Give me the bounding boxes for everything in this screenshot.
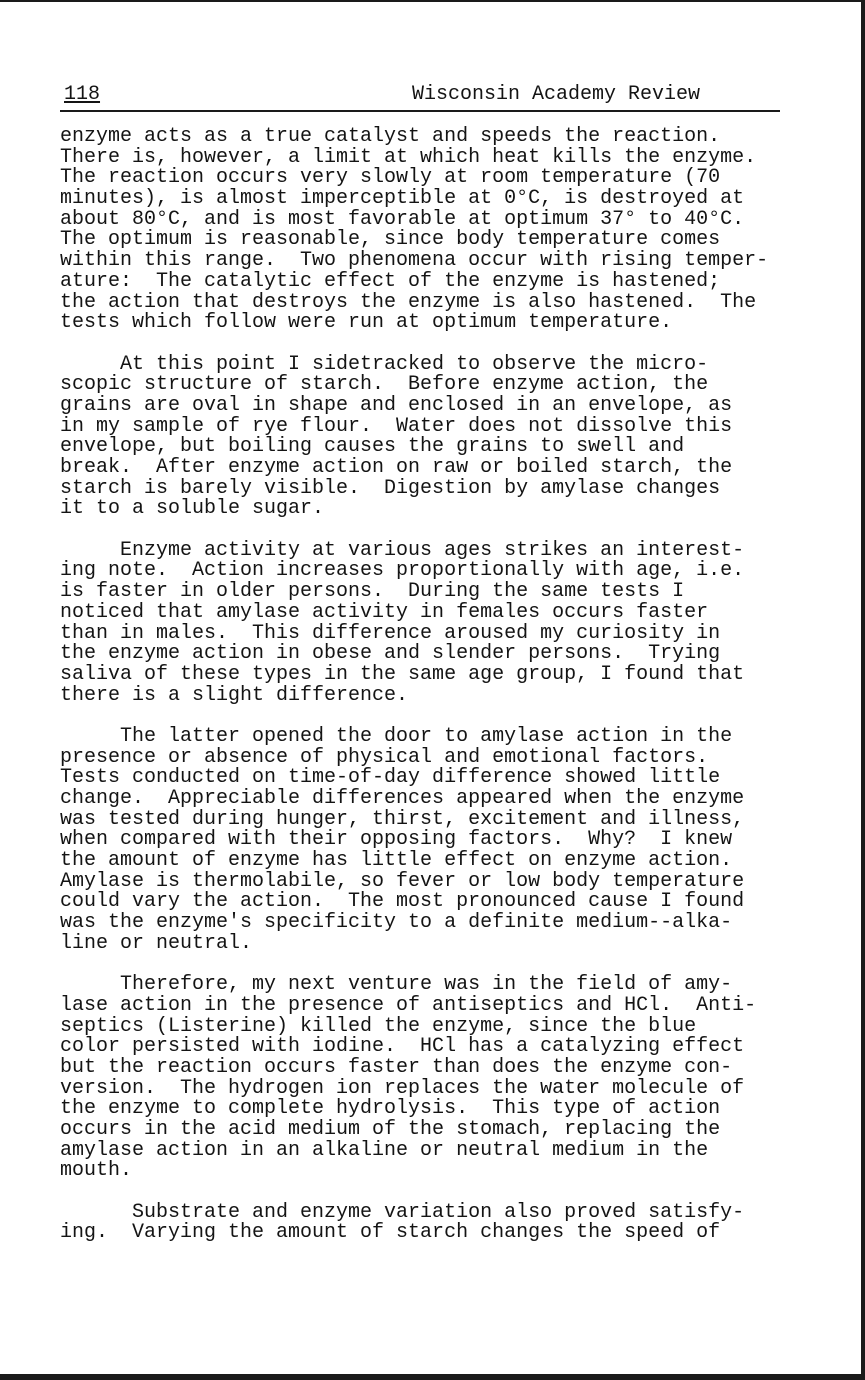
paragraph xyxy=(60,724,850,955)
text-line: enzyme acts as a true catalyst and speeds the reaction. xyxy=(60,125,721,148)
running-header xyxy=(60,84,780,112)
text-line: line or neutral. xyxy=(60,931,253,955)
paragraph-gap xyxy=(60,334,850,355)
text-line: but the reaction occurs faster than does the enzyme con- xyxy=(60,1055,733,1079)
text-line: break. After enzyme action on raw or boiled starch, the xyxy=(60,456,733,479)
text-line: color persisted with iodine. HCl has a catalyzing effect xyxy=(60,1035,745,1059)
text-line: mouth. xyxy=(60,1159,133,1183)
text-line: there is a slight difference. xyxy=(60,683,409,707)
text-line: ing. Varying the amount of starch changes the speed of xyxy=(60,1221,721,1245)
text-line: about 80°C, and is most favorable at optimum 37° to 40°C. xyxy=(60,207,745,231)
paragraph-gap xyxy=(60,706,850,727)
body-text xyxy=(60,127,850,1244)
text-line: noticed that amylase activity in females occurs faster xyxy=(60,600,709,624)
text-line: The optimum is reasonable, since body temperature comes xyxy=(60,228,721,252)
paragraph xyxy=(60,1200,850,1245)
text-line: change. Appreciable differences appeared when the enzyme xyxy=(60,787,745,810)
page-number: 118 xyxy=(64,83,101,106)
text-line: ature: The catalytic effect of the enzyme is hastened; xyxy=(60,269,721,293)
paragraph-gap xyxy=(60,955,850,976)
text-line: could vary the action. The most pronounced cause I found xyxy=(60,890,745,914)
text-line: Therefore, my next venture was in the field of amy- xyxy=(60,973,733,997)
text-line: than in males. This difference aroused my curiosity in xyxy=(60,621,721,645)
text-line: presence or absence of physical and emotional factors. xyxy=(60,745,709,769)
text-line: was the enzyme's specificity to a definite medium--alka- xyxy=(60,911,733,935)
text-line: when compared with their opposing factors. Why? I knew xyxy=(60,828,733,852)
text-line: Tests conducted on time-of-day difference showed little xyxy=(60,766,721,790)
text-line: starch is barely visible. Digestion by amylase changes xyxy=(60,476,721,500)
journal-title: Wisconsin Academy Review xyxy=(412,83,701,106)
paragraph xyxy=(60,127,850,334)
text-line: scopic structure of starch. Before enzyme action, the xyxy=(60,373,709,397)
paragraph-gap xyxy=(60,520,850,541)
text-line: is faster in older persons. During the same tests I xyxy=(60,580,685,604)
text-line: At this point I sidetracked to observe the micro- xyxy=(60,352,709,376)
text-line: the amount of enzyme has little effect on enzyme action. xyxy=(60,849,733,873)
text-line: the enzyme action in obese and slender persons. Trying xyxy=(60,642,721,666)
text-line: lase action in the presence of antiseptics and HCl. Anti- xyxy=(60,993,757,1017)
page-border-top xyxy=(0,0,865,2)
paragraph xyxy=(60,352,850,521)
text-line: was tested during hunger, thirst, excitement and illness, xyxy=(60,807,745,831)
page-border-bottom xyxy=(0,1374,865,1380)
text-line: Enzyme activity at various ages strikes an interest- xyxy=(60,538,745,562)
text-line: There is, however, a limit at which heat kills the enzyme. xyxy=(60,145,757,169)
text-line: within this range. Two phenomena occur with rising temper- xyxy=(60,249,769,273)
text-line: the action that destroys the enzyme is also hastened. The xyxy=(60,290,757,314)
page-border-right xyxy=(861,0,865,1380)
text-line: The reaction occurs very slowly at room temperature (70 xyxy=(60,166,721,190)
text-line: tests which follow were run at optimum temperature. xyxy=(60,311,673,335)
text-line: occurs in the acid medium of the stomach, replacing the xyxy=(60,1118,721,1141)
text-line: it to a soluble sugar. xyxy=(60,497,325,521)
paragraph xyxy=(60,975,850,1182)
text-line: Substrate and enzyme variation also proved satisfy- xyxy=(60,1200,745,1224)
text-line: saliva of these types in the same age group, I found that xyxy=(60,662,745,686)
text-line: version. The hydrogen ion replaces the water molecule of xyxy=(60,1076,745,1100)
text-line: ing note. Action increases proportionally with age, i.e. xyxy=(60,559,745,583)
text-line: in my sample of rye flour. Water does not dissolve this xyxy=(60,414,733,438)
paragraph-gap xyxy=(60,1182,850,1203)
text-line: septics (Listerine) killed the enzyme, since the blue xyxy=(60,1014,697,1038)
paragraph xyxy=(60,538,850,707)
text-line: Amylase is thermolabile, so fever or low body temperature xyxy=(60,869,745,893)
text-line: minutes), is almost imperceptible at 0°C, is destroyed at xyxy=(60,187,745,211)
text-line: amylase action in an alkaline or neutral medium in the xyxy=(60,1138,709,1162)
text-line: envelope, but boiling causes the grains to swell and xyxy=(60,435,685,459)
text-line: The latter opened the door to amylase action in the xyxy=(60,724,733,748)
text-line: the enzyme to complete hydrolysis. This type of action xyxy=(60,1097,721,1121)
text-line: grains are oval in shape and enclosed in an envelope, as xyxy=(60,393,733,417)
